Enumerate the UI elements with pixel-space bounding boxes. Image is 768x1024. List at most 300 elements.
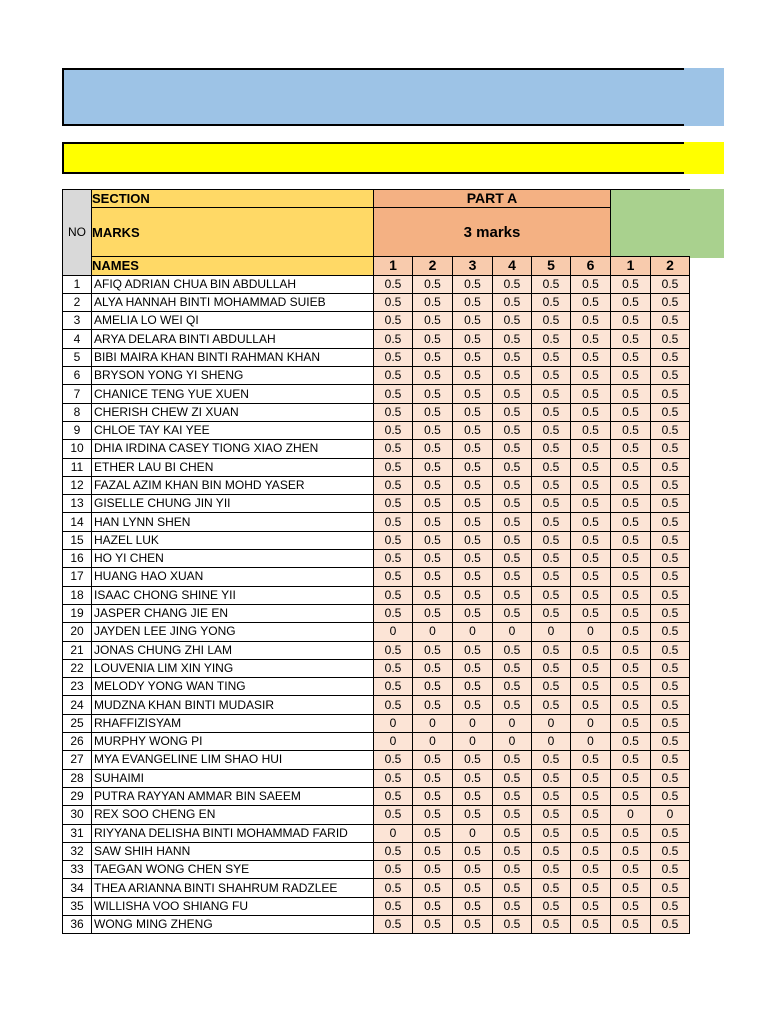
mark-cell: 0.5 bbox=[374, 915, 413, 933]
mark-cell: 0.5 bbox=[571, 568, 611, 586]
student-name: AMELIA LO WEI QI bbox=[92, 312, 374, 330]
mark-cell: 0.5 bbox=[493, 458, 532, 476]
row-number: 15 bbox=[63, 531, 92, 549]
mark-cell: 0 bbox=[571, 733, 611, 751]
student-name: SUHAIMI bbox=[92, 769, 374, 787]
row-number: 11 bbox=[63, 458, 92, 476]
row-number: 10 bbox=[63, 440, 92, 458]
mark-cell: 0.5 bbox=[651, 787, 690, 805]
mark-cell: 0.5 bbox=[453, 513, 493, 531]
student-name: PUTRA RAYYAN AMMAR BIN SAEEM bbox=[92, 787, 374, 805]
mark-cell: 0.5 bbox=[493, 879, 532, 897]
mark-cell: 0.5 bbox=[571, 458, 611, 476]
mark-cell: 0.5 bbox=[453, 879, 493, 897]
student-name: SAW SHIH HANN bbox=[92, 842, 374, 860]
mark-cell: 0.5 bbox=[571, 367, 611, 385]
table-row bbox=[63, 458, 690, 476]
mark-cell: 0.5 bbox=[571, 861, 611, 879]
mark-cell: 0.5 bbox=[611, 421, 651, 439]
student-name: WILLISHA VOO SHIANG FU bbox=[92, 897, 374, 915]
mark-cell: 0.5 bbox=[611, 678, 651, 696]
mark-cell: 0.5 bbox=[453, 915, 493, 933]
mark-cell: 0.5 bbox=[651, 714, 690, 732]
student-name: MELODY YONG WAN TING bbox=[92, 678, 374, 696]
student-name: JASPER CHANG JIE EN bbox=[92, 604, 374, 622]
mark-cell: 0.5 bbox=[571, 696, 611, 714]
row-number: 19 bbox=[63, 604, 92, 622]
table-row bbox=[63, 733, 690, 751]
table-row bbox=[63, 348, 690, 366]
mark-cell: 0.5 bbox=[611, 842, 651, 860]
mark-cell: 0.5 bbox=[413, 421, 453, 439]
mark-cell: 0.5 bbox=[532, 312, 571, 330]
student-name: HAN LYNN SHEN bbox=[92, 513, 374, 531]
part-a-marks-value: 3 marks bbox=[374, 208, 611, 257]
mark-cell: 0.5 bbox=[493, 696, 532, 714]
question-number: 2 bbox=[413, 257, 453, 275]
row-number: 13 bbox=[63, 495, 92, 513]
mark-cell: 0.5 bbox=[493, 495, 532, 513]
mark-cell: 0.5 bbox=[493, 659, 532, 677]
mark-cell: 0.5 bbox=[493, 385, 532, 403]
mark-cell: 0.5 bbox=[374, 513, 413, 531]
mark-cell: 0.5 bbox=[493, 348, 532, 366]
mark-cell: 0.5 bbox=[453, 403, 493, 421]
mark-cell: 0.5 bbox=[611, 495, 651, 513]
mark-cell: 0.5 bbox=[651, 751, 690, 769]
marks-table bbox=[62, 189, 690, 934]
student-name: WONG MING ZHENG bbox=[92, 915, 374, 933]
mark-cell: 0.5 bbox=[374, 586, 413, 604]
mark-cell: 0.5 bbox=[532, 495, 571, 513]
mark-cell: 0.5 bbox=[571, 330, 611, 348]
mark-cell: 0.5 bbox=[651, 312, 690, 330]
mark-cell: 0.5 bbox=[453, 861, 493, 879]
mark-cell: 0.5 bbox=[453, 348, 493, 366]
mark-cell: 0.5 bbox=[374, 421, 413, 439]
mark-cell: 0.5 bbox=[611, 769, 651, 787]
mark-cell: 0.5 bbox=[651, 385, 690, 403]
mark-cell: 0.5 bbox=[571, 495, 611, 513]
part-b-marks-value bbox=[611, 208, 690, 257]
mark-cell: 0.5 bbox=[453, 769, 493, 787]
mark-cell: 0.5 bbox=[453, 531, 493, 549]
mark-cell: 0.5 bbox=[532, 678, 571, 696]
mark-cell: 0.5 bbox=[453, 385, 493, 403]
mark-cell: 0.5 bbox=[571, 915, 611, 933]
table-row bbox=[63, 623, 690, 641]
mark-cell: 0.5 bbox=[651, 531, 690, 549]
mark-cell: 0.5 bbox=[532, 421, 571, 439]
marks-table-body bbox=[63, 190, 690, 934]
mark-cell: 0.5 bbox=[532, 751, 571, 769]
mark-cell: 0.5 bbox=[374, 678, 413, 696]
student-name: JAYDEN LEE JING YONG bbox=[92, 623, 374, 641]
mark-cell: 0.5 bbox=[493, 787, 532, 805]
mark-cell: 0.5 bbox=[493, 550, 532, 568]
row-number: 9 bbox=[63, 421, 92, 439]
mark-cell: 0.5 bbox=[611, 915, 651, 933]
mark-cell: 0.5 bbox=[571, 604, 611, 622]
mark-cell: 0.5 bbox=[374, 806, 413, 824]
mark-cell: 0.5 bbox=[374, 312, 413, 330]
mark-cell: 0.5 bbox=[453, 842, 493, 860]
mark-cell: 0.5 bbox=[374, 604, 413, 622]
mark-cell: 0.5 bbox=[571, 769, 611, 787]
table-row bbox=[63, 330, 690, 348]
mark-cell: 0.5 bbox=[571, 531, 611, 549]
table-row bbox=[63, 421, 690, 439]
mark-cell: 0.5 bbox=[413, 842, 453, 860]
mark-cell: 0.5 bbox=[571, 385, 611, 403]
mark-cell: 0.5 bbox=[611, 513, 651, 531]
table-row bbox=[63, 385, 690, 403]
mark-cell: 0.5 bbox=[453, 641, 493, 659]
mark-cell: 0.5 bbox=[651, 678, 690, 696]
table-row bbox=[63, 275, 690, 293]
mark-cell: 0.5 bbox=[453, 550, 493, 568]
mark-cell: 0 bbox=[413, 623, 453, 641]
mark-cell: 0.5 bbox=[611, 751, 651, 769]
mark-cell: 0.5 bbox=[571, 550, 611, 568]
mark-cell: 0.5 bbox=[453, 312, 493, 330]
mark-cell: 0 bbox=[453, 824, 493, 842]
table-row bbox=[63, 696, 690, 714]
mark-cell: 0.5 bbox=[651, 348, 690, 366]
mark-cell: 0 bbox=[493, 623, 532, 641]
mark-cell: 0.5 bbox=[493, 275, 532, 293]
row-number: 31 bbox=[63, 824, 92, 842]
mark-cell: 0.5 bbox=[532, 275, 571, 293]
row-number: 23 bbox=[63, 678, 92, 696]
row-number: 12 bbox=[63, 476, 92, 494]
mark-cell: 0.5 bbox=[453, 367, 493, 385]
mark-cell: 0.5 bbox=[374, 531, 413, 549]
mark-cell: 0.5 bbox=[493, 531, 532, 549]
mark-cell: 0.5 bbox=[611, 293, 651, 311]
mark-cell: 0.5 bbox=[453, 787, 493, 805]
table-row bbox=[63, 312, 690, 330]
table-row bbox=[63, 403, 690, 421]
mark-cell: 0.5 bbox=[651, 623, 690, 641]
names-label: NAMES bbox=[92, 257, 374, 275]
mark-cell: 0.5 bbox=[571, 897, 611, 915]
mark-cell: 0.5 bbox=[651, 641, 690, 659]
row-number: 36 bbox=[63, 915, 92, 933]
table-row bbox=[63, 550, 690, 568]
mark-cell: 0.5 bbox=[374, 751, 413, 769]
mark-cell: 0.5 bbox=[532, 348, 571, 366]
mark-cell: 0.5 bbox=[374, 458, 413, 476]
mark-cell: 0.5 bbox=[453, 696, 493, 714]
mark-cell: 0.5 bbox=[571, 678, 611, 696]
student-name: THEA ARIANNA BINTI SHAHRUM RADZLEE bbox=[92, 879, 374, 897]
mark-cell: 0.5 bbox=[611, 550, 651, 568]
mark-cell: 0.5 bbox=[611, 458, 651, 476]
mark-cell: 0.5 bbox=[532, 513, 571, 531]
table-row bbox=[63, 714, 690, 732]
mark-cell: 0.5 bbox=[611, 568, 651, 586]
table-row bbox=[63, 678, 690, 696]
subtitle-banner bbox=[62, 142, 724, 174]
mark-cell: 0.5 bbox=[611, 385, 651, 403]
mark-cell: 0.5 bbox=[532, 806, 571, 824]
row-number: 3 bbox=[63, 312, 92, 330]
mark-cell: 0.5 bbox=[493, 842, 532, 860]
mark-cell: 0.5 bbox=[651, 769, 690, 787]
mark-cell: 0.5 bbox=[453, 421, 493, 439]
mark-cell: 0.5 bbox=[493, 403, 532, 421]
mark-cell: 0.5 bbox=[651, 440, 690, 458]
row-number: 6 bbox=[63, 367, 92, 385]
mark-cell: 0.5 bbox=[413, 897, 453, 915]
mark-cell: 0.5 bbox=[571, 659, 611, 677]
mark-cell: 0.5 bbox=[651, 421, 690, 439]
mark-cell: 0.5 bbox=[493, 312, 532, 330]
mark-cell: 0 bbox=[532, 733, 571, 751]
mark-cell: 0.5 bbox=[453, 659, 493, 677]
mark-cell: 0.5 bbox=[611, 604, 651, 622]
mark-cell: 0.5 bbox=[453, 751, 493, 769]
mark-cell: 0.5 bbox=[374, 861, 413, 879]
mark-cell: 0.5 bbox=[532, 824, 571, 842]
mark-cell: 0 bbox=[374, 824, 413, 842]
mark-cell: 0 bbox=[374, 733, 413, 751]
mark-cell: 0.5 bbox=[493, 897, 532, 915]
mark-cell: 0.5 bbox=[493, 513, 532, 531]
mark-cell: 0.5 bbox=[374, 440, 413, 458]
row-number: 28 bbox=[63, 769, 92, 787]
mark-cell: 0.5 bbox=[493, 806, 532, 824]
table-row bbox=[63, 842, 690, 860]
table-row bbox=[63, 495, 690, 513]
mark-cell: 0.5 bbox=[493, 367, 532, 385]
mark-cell: 0 bbox=[651, 806, 690, 824]
mark-cell: 0 bbox=[453, 733, 493, 751]
mark-cell: 0.5 bbox=[571, 879, 611, 897]
mark-cell: 0.5 bbox=[453, 440, 493, 458]
student-name: ARYA DELARA BINTI ABDULLAH bbox=[92, 330, 374, 348]
mark-cell: 0.5 bbox=[611, 659, 651, 677]
mark-cell: 0 bbox=[453, 623, 493, 641]
student-name: HUANG HAO XUAN bbox=[92, 568, 374, 586]
mark-cell: 0 bbox=[413, 714, 453, 732]
mark-cell: 0 bbox=[493, 714, 532, 732]
row-number: 24 bbox=[63, 696, 92, 714]
mark-cell: 0.5 bbox=[651, 550, 690, 568]
table-row bbox=[63, 293, 690, 311]
mark-cell: 0.5 bbox=[532, 385, 571, 403]
row-number: 5 bbox=[63, 348, 92, 366]
table-row bbox=[63, 641, 690, 659]
mark-cell: 0.5 bbox=[651, 733, 690, 751]
mark-cell: 0 bbox=[374, 714, 413, 732]
mark-cell: 0.5 bbox=[611, 879, 651, 897]
mark-cell: 0.5 bbox=[651, 458, 690, 476]
mark-cell: 0.5 bbox=[374, 495, 413, 513]
student-name: DHIA IRDINA CASEY TIONG XIAO ZHEN bbox=[92, 440, 374, 458]
mark-cell: 0.5 bbox=[453, 495, 493, 513]
mark-cell: 0.5 bbox=[493, 293, 532, 311]
mark-cell: 0.5 bbox=[374, 367, 413, 385]
row-number: 25 bbox=[63, 714, 92, 732]
mark-cell: 0.5 bbox=[571, 293, 611, 311]
table-row bbox=[63, 586, 690, 604]
title-banner bbox=[62, 68, 724, 126]
student-name: CHERISH CHEW ZI XUAN bbox=[92, 403, 374, 421]
row-number: 32 bbox=[63, 842, 92, 860]
mark-cell: 0.5 bbox=[374, 385, 413, 403]
mark-cell: 0.5 bbox=[413, 861, 453, 879]
row-number: 18 bbox=[63, 586, 92, 604]
row-number: 35 bbox=[63, 897, 92, 915]
mark-cell: 0.5 bbox=[413, 458, 453, 476]
row-number: 21 bbox=[63, 641, 92, 659]
mark-cell: 0.5 bbox=[651, 915, 690, 933]
mark-cell: 0.5 bbox=[413, 275, 453, 293]
row-number: 22 bbox=[63, 659, 92, 677]
mark-cell: 0.5 bbox=[413, 604, 453, 622]
question-number: 3 bbox=[453, 257, 493, 275]
mark-cell: 0.5 bbox=[571, 476, 611, 494]
student-name: BIBI MAIRA KHAN BINTI RAHMAN KHAN bbox=[92, 348, 374, 366]
mark-cell: 0.5 bbox=[413, 348, 453, 366]
mark-cell: 0.5 bbox=[493, 568, 532, 586]
mark-cell: 0 bbox=[571, 623, 611, 641]
mark-cell: 0.5 bbox=[413, 330, 453, 348]
student-name: ALYA HANNAH BINTI MOHAMMAD SUIEB bbox=[92, 293, 374, 311]
mark-cell: 0.5 bbox=[493, 861, 532, 879]
mark-cell: 0.5 bbox=[571, 641, 611, 659]
table-row bbox=[63, 824, 690, 842]
table-row bbox=[63, 659, 690, 677]
mark-cell: 0.5 bbox=[413, 915, 453, 933]
mark-cell: 0.5 bbox=[611, 861, 651, 879]
mark-cell: 0.5 bbox=[374, 330, 413, 348]
mark-cell: 0.5 bbox=[374, 293, 413, 311]
mark-cell: 0.5 bbox=[571, 513, 611, 531]
row-number: 29 bbox=[63, 787, 92, 805]
mark-cell: 0.5 bbox=[651, 696, 690, 714]
row-number: 14 bbox=[63, 513, 92, 531]
mark-cell: 0 bbox=[611, 806, 651, 824]
mark-cell: 0.5 bbox=[413, 495, 453, 513]
mark-cell: 0.5 bbox=[651, 403, 690, 421]
section-label: SECTION bbox=[92, 190, 374, 208]
row-number: 4 bbox=[63, 330, 92, 348]
mark-cell: 0.5 bbox=[493, 586, 532, 604]
header-row-marks bbox=[63, 208, 690, 257]
mark-cell: 0.5 bbox=[413, 678, 453, 696]
mark-cell: 0 bbox=[532, 623, 571, 641]
part-a-header: PART A bbox=[374, 190, 611, 208]
mark-cell: 0.5 bbox=[611, 623, 651, 641]
mark-cell: 0.5 bbox=[532, 861, 571, 879]
mark-cell: 0.5 bbox=[532, 696, 571, 714]
student-name: MURPHY WONG PI bbox=[92, 733, 374, 751]
row-number: 1 bbox=[63, 275, 92, 293]
mark-cell: 0.5 bbox=[532, 842, 571, 860]
mark-cell: 0.5 bbox=[413, 806, 453, 824]
row-number: 7 bbox=[63, 385, 92, 403]
mark-cell: 0.5 bbox=[651, 513, 690, 531]
mark-cell: 0.5 bbox=[493, 678, 532, 696]
mark-cell: 0.5 bbox=[611, 714, 651, 732]
mark-cell: 0.5 bbox=[611, 476, 651, 494]
mark-cell: 0.5 bbox=[493, 440, 532, 458]
table-row bbox=[63, 897, 690, 915]
student-name: FAZAL AZIM KHAN BIN MOHD YASER bbox=[92, 476, 374, 494]
mark-cell: 0.5 bbox=[413, 751, 453, 769]
table-row bbox=[63, 476, 690, 494]
mark-cell: 0.5 bbox=[374, 641, 413, 659]
mark-cell: 0.5 bbox=[374, 476, 413, 494]
mark-cell: 0.5 bbox=[493, 604, 532, 622]
mark-cell: 0.5 bbox=[374, 787, 413, 805]
mark-cell: 0.5 bbox=[374, 659, 413, 677]
mark-cell: 0.5 bbox=[571, 787, 611, 805]
mark-cell: 0.5 bbox=[651, 367, 690, 385]
mark-cell: 0.5 bbox=[493, 476, 532, 494]
mark-cell: 0.5 bbox=[532, 659, 571, 677]
student-name: LOUVENIA LIM XIN YING bbox=[92, 659, 374, 677]
row-number: 26 bbox=[63, 733, 92, 751]
mark-cell: 0.5 bbox=[571, 824, 611, 842]
student-name: REX SOO CHENG EN bbox=[92, 806, 374, 824]
mark-cell: 0.5 bbox=[374, 879, 413, 897]
student-name: HAZEL LUK bbox=[92, 531, 374, 549]
mark-cell: 0.5 bbox=[651, 604, 690, 622]
table-row bbox=[63, 769, 690, 787]
mark-cell: 0.5 bbox=[413, 879, 453, 897]
mark-cell: 0.5 bbox=[493, 769, 532, 787]
mark-cell: 0.5 bbox=[374, 403, 413, 421]
table-row bbox=[63, 367, 690, 385]
mark-cell: 0.5 bbox=[532, 330, 571, 348]
mark-cell: 0.5 bbox=[413, 550, 453, 568]
mark-cell: 0.5 bbox=[413, 824, 453, 842]
table-row bbox=[63, 440, 690, 458]
mark-cell: 0.5 bbox=[413, 787, 453, 805]
mark-cell: 0.5 bbox=[413, 476, 453, 494]
mark-cell: 0.5 bbox=[453, 275, 493, 293]
mark-cell: 0.5 bbox=[413, 367, 453, 385]
mark-cell: 0.5 bbox=[493, 915, 532, 933]
mark-cell: 0.5 bbox=[532, 550, 571, 568]
no-column-header: NO bbox=[63, 190, 92, 276]
mark-cell: 0.5 bbox=[611, 696, 651, 714]
mark-cell: 0.5 bbox=[571, 440, 611, 458]
mark-cell: 0.5 bbox=[493, 751, 532, 769]
student-name: AFIQ ADRIAN CHUA BIN ABDULLAH bbox=[92, 275, 374, 293]
student-name: CHLOE TAY KAI YEE bbox=[92, 421, 374, 439]
mark-cell: 0.5 bbox=[651, 824, 690, 842]
mark-cell: 0.5 bbox=[413, 659, 453, 677]
student-name: GISELLE CHUNG JIN YII bbox=[92, 495, 374, 513]
mark-cell: 0.5 bbox=[611, 348, 651, 366]
mark-cell: 0 bbox=[571, 714, 611, 732]
mark-cell: 0.5 bbox=[453, 604, 493, 622]
mark-cell: 0.5 bbox=[493, 824, 532, 842]
header-row-names bbox=[63, 257, 690, 275]
table-row bbox=[63, 787, 690, 805]
mark-cell: 0.5 bbox=[532, 915, 571, 933]
mark-cell: 0.5 bbox=[651, 476, 690, 494]
mark-cell: 0.5 bbox=[611, 312, 651, 330]
subtitle-banner-outline bbox=[62, 142, 684, 174]
student-name: CHANICE TENG YUE XUEN bbox=[92, 385, 374, 403]
row-number: 27 bbox=[63, 751, 92, 769]
